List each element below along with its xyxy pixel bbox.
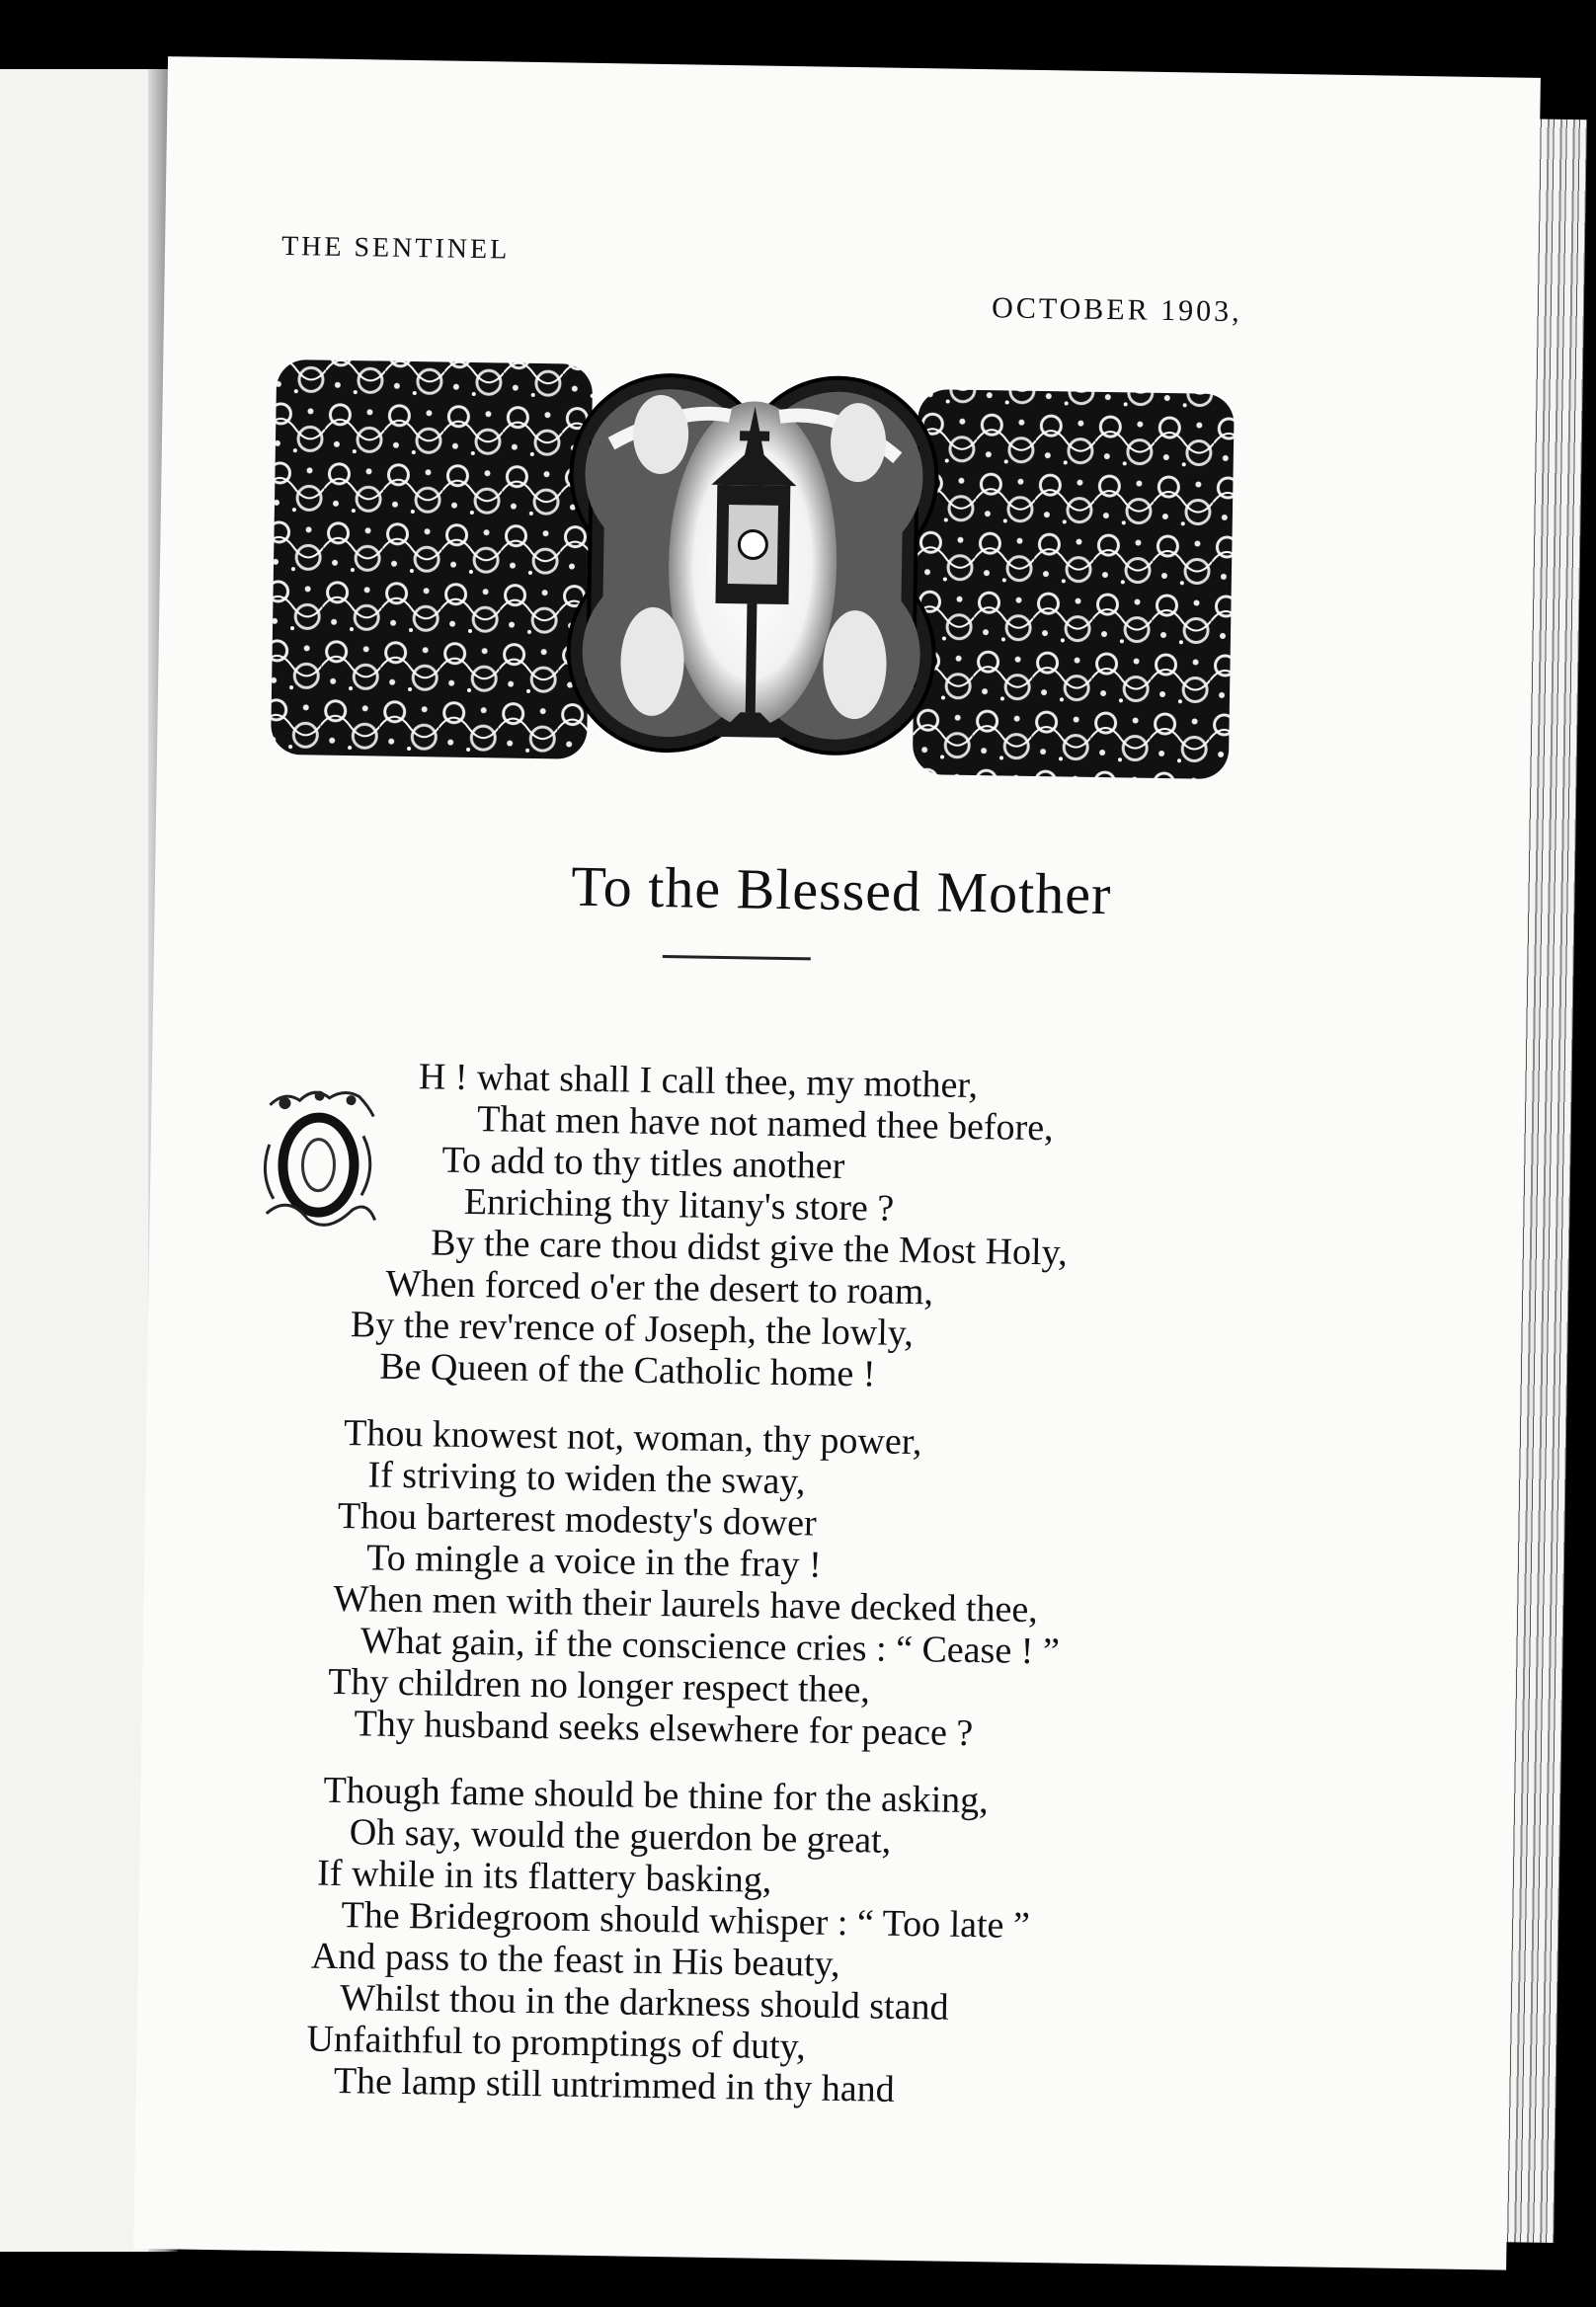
poem-line: If while in its flattery basking, xyxy=(316,1852,772,1901)
poem-line: What gain, if the conscience cries : “ Cease ! ” xyxy=(359,1620,1061,1673)
poem-line: Thy children no longer respect thee, xyxy=(327,1660,871,1711)
poem-line: Thou knowest not, woman, thy power, xyxy=(343,1412,922,1464)
poem-line: When men with their laurels have decked thee, xyxy=(333,1577,1039,1631)
poem-line: By the rev'rence of Joseph, the lowly, xyxy=(350,1304,915,1355)
poem-line: To add to thy titles another xyxy=(441,1139,845,1187)
poem-line: Unfaithful to promptings of duty, xyxy=(306,2018,807,2068)
poem-line: Oh say, would the guerdon be great, xyxy=(349,1811,892,1862)
running-header-title: THE SENTINEL xyxy=(280,230,511,266)
poem-line: And pass to the feast in His beauty, xyxy=(310,1935,840,1986)
poem-line: Be Queen of the Catholic home ! xyxy=(378,1345,876,1395)
poem-line: The Bridegroom should whisper : “ Too late ” xyxy=(341,1894,1031,1948)
poem-line: Thou barterest modesty's dower xyxy=(337,1494,818,1545)
poem-line: H ! what shall I call thee, my mother, xyxy=(418,1056,979,1107)
poem-line: Though fame should be thine for the asking, xyxy=(323,1769,990,1822)
poem-title: To the Blessed Mother xyxy=(570,853,1112,927)
running-header-date: OCTOBER 1903, xyxy=(991,291,1242,329)
poem-line: Whilst thou in the darkness should stand xyxy=(339,1977,949,2029)
book-page xyxy=(133,56,1541,2270)
poem-line: If striving to widen the sway, xyxy=(367,1454,806,1503)
poem-body xyxy=(133,56,1541,2270)
poem-line: To mingle a voice in the fray ! xyxy=(365,1537,823,1586)
poem-line: When forced o'er the desert to roam, xyxy=(385,1262,934,1313)
poem-line: Thy husband seeks elsewhere for peace ? xyxy=(354,1703,974,1755)
poem-line: The lamp still untrimmed in thy hand xyxy=(333,2059,895,2110)
poem-line: By the care thou didst give the Most Holy, xyxy=(430,1222,1068,1274)
poem-line: Enriching thy litany's store ? xyxy=(463,1180,895,1230)
poem-line: That men have not named thee before, xyxy=(476,1098,1054,1150)
